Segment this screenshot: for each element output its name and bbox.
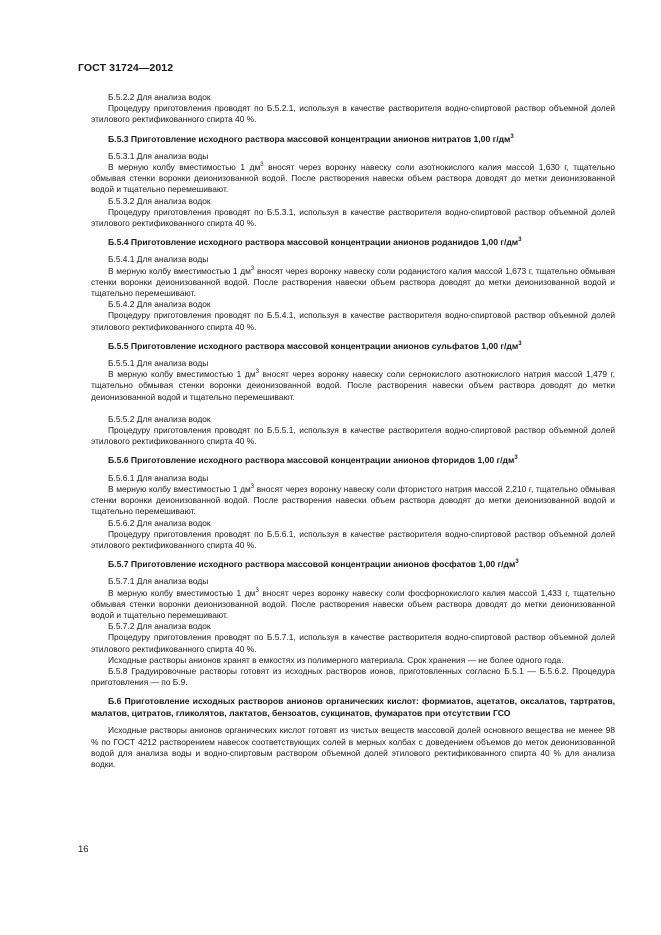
section-heading: Б.5.3 Приготовление исходного раствора массовой концентрации анионов нитратов 1,00 $г/дм^3$ xyxy=(108,133,514,144)
paragraph: Б.5.7.1 Для анализа воды xyxy=(108,576,209,587)
paragraph: Процедуру приготовления проводят по Б.5.6.1, используя в качестве растворителя водно-спиртовой раствор объемной долей этилового ректификованного спирта 40 %. xyxy=(91,528,615,550)
paragraph: Б.5.6.2 Для анализа водок xyxy=(108,517,211,528)
paragraph-spacer xyxy=(91,403,615,414)
paragraph: Б.5.8 Градуировочные растворы готовят из исходных растворов ионов, приготовленных согласно Б.5.1 — Б.5.6.2. Процедура приготовления — по Б.9. xyxy=(91,665,615,688)
paragraph: Процедуру приготовления проводят по Б.5.7.1, используя в качестве растворителя водно-спиртовой раствор объемной долей этилового ректификованного спирта 40 %. xyxy=(91,632,615,654)
paragraph: В мерную колбу вместимостью 1 $дм^3$ вносят через воронку навеску соли фтористого натрия массой 2,210 г, тщательно обмывая стенки воронки деионизованной водой. После растворения навески объем раствора доводят до метки деионизованной водой и тщательно перемешивают. xyxy=(91,483,615,517)
page-number: 16 xyxy=(78,844,89,855)
paragraph: Б.5.7.2 Для анализа водок xyxy=(108,621,211,632)
paragraph: Б.5.4.2 Для анализа водок xyxy=(108,299,211,310)
document-body xyxy=(91,92,615,770)
paragraph: В мерную колбу вместимостью 1 $дм^3$ вносят через воронку навеску соли азотнокислого калия массой 1,630 г, тщательно обмывая стенки воронки деионизованной водой. После растворения навески объем раствора доводят до метки деионизованной водой и тщательно перемешивают. xyxy=(91,162,615,195)
section-heading: Б.5.4 Приготовление исходного раствора массовой концентрации анионов роданидов 1,00 $г/дм^3$ xyxy=(108,237,522,248)
paragraph: Процедуру приготовления проводят по Б.5.3.1, используя в качестве растворителя водно-спиртовой раствор объемной долей этилового ректификованного спирта 40 %. xyxy=(91,206,615,229)
section-heading: Б.5.5 Приготовление исходного раствора массовой концентрации анионов сульфатов 1,00 $г/дм^3$ xyxy=(108,340,522,351)
paragraph: Б.5.2.2 Для анализа водок xyxy=(108,92,211,102)
section-heading: Б.5.6 Приготовление исходного раствора массовой концентрации анионов фторидов 1,00 $г/дм^3$ xyxy=(108,455,518,466)
section-heading: Б.5.7 Приготовление исходного раствора массовой концентрации анионов фосфатов 1,00 $г/дм^3$ xyxy=(108,559,519,570)
document-header: ГОСТ 31724—2012 xyxy=(78,62,174,74)
paragraph: Б.5.5.1 Для анализа воды xyxy=(108,358,209,369)
paragraph: Исходные растворы анионов органических кислот готовят из чистых веществ массовой долей основного вещества не менее 98 % по ГОСТ 4212 растворением навесок соответствующих солей в мерных колбах с доведением объемов до меток деионизованной водой для анализа воды и водно-спиртовым раствором объемной долей этилового ректификованного спирта 40 % для анализа водки. xyxy=(91,725,615,769)
paragraph: В мерную колбу вместимостью 1 $дм^3$ вносят через воронку навеску соли роданистого калия массой 1,673 г, тщательно обмывая стенки воронки деионизованной водой. После растворения навески объем раствора доводят до метки деионизованной водой и тщательно перемешивают. xyxy=(91,265,615,299)
paragraph: Процедуру приготовления проводят по Б.5.2.1, используя в качестве растворителя водно-спиртовой раствор объемной долей этилового ректификованного спирта 40 %. xyxy=(91,103,615,125)
section-heading: Б.6 Приготовление исходных растворов анионов органических кислот: формиатов, ацетатов, оксалатов, тартратов, малатов, цитратов, гликолятов, лактатов, бензоатов, сукцинатов, фумаратов при отсутствии ГСО xyxy=(91,696,615,719)
paragraph: Исходные растворы анионов хранят в емкостях из полимерного материала. Срок хранения — не более одного года. xyxy=(108,654,564,665)
paragraph: Процедуру приготовления проводят по Б.5.5.1, используя в качестве растворителя водно-спиртовой раствор объемной долей этилового ректификованного спирта 40 %. xyxy=(91,425,615,447)
paragraph: В мерную колбу вместимостью 1 $дм^3$ вносят через воронку навеску соли сернокислого азотнокислого натрия массой 1,479 г, тщательно обмывая стенки воронки деионизованной водой. После растворения навески объем раствора доводят до метки деионизованной водой и тщательно перемешивают. xyxy=(91,369,616,402)
paragraph: Б.5.3.1 Для анализа воды xyxy=(108,150,209,161)
paragraph: Б.5.4.1 Для анализа воды xyxy=(108,254,209,265)
paragraph: Б.5.5.2 Для анализа водок xyxy=(108,413,211,424)
paragraph: В мерную колбу вместимостью 1 $дм^3$ вносят через воронку навеску соли фосфорнокислого калия массой 1,433 г, тщательно обмывая стенки воронки деионизованной водой. После растворения навески объем раствора доводят до метки деионизованной водой и тщательно перемешивают. xyxy=(91,587,615,620)
paragraph: Б.5.3.2 Для анализа водок xyxy=(108,195,211,206)
paragraph: Б.5.6.1 Для анализа воды xyxy=(108,472,209,483)
paragraph: Процедуру приготовления проводят по Б.5.4.1, используя в качестве растворителя водно-спиртовой раствор объемной долей этилового ректификованного спирта 40 %. xyxy=(91,310,615,332)
